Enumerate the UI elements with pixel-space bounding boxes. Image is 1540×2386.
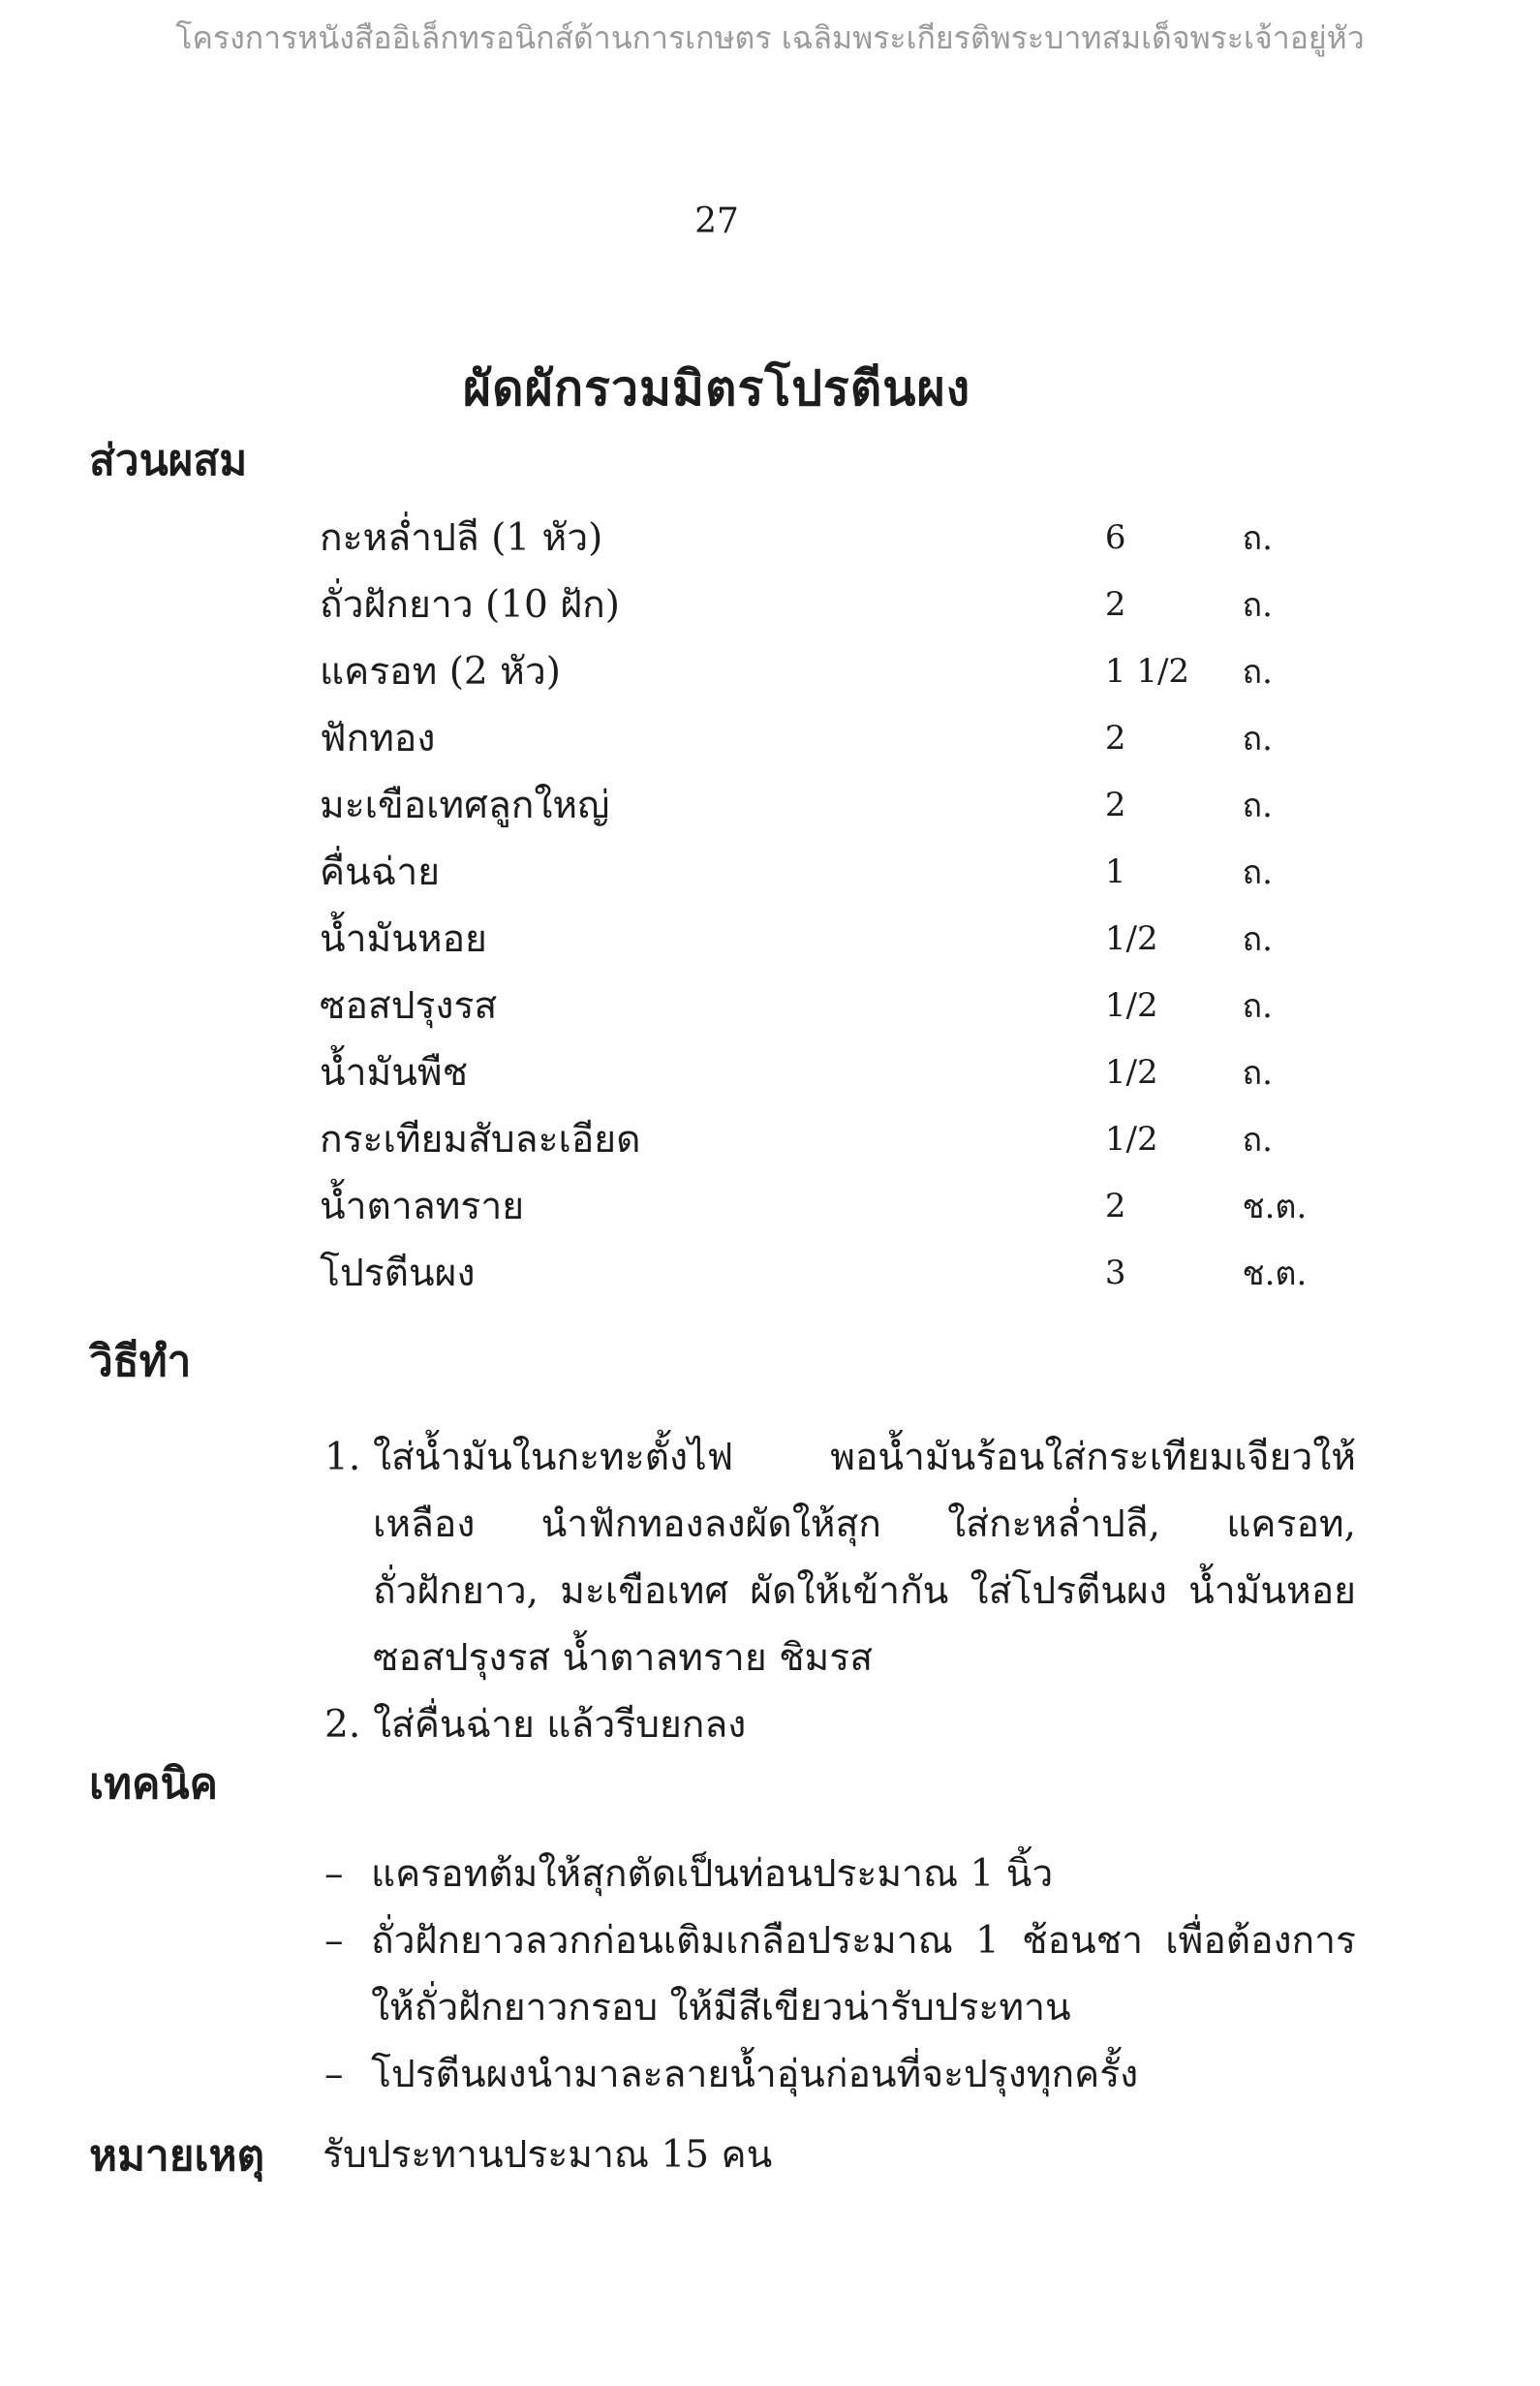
- technique-item: [324, 1907, 1356, 2041]
- technique-item: [324, 1841, 1356, 1907]
- ingredient-quantity: 2: [1104, 785, 1126, 824]
- ingredient-quantity: 3: [1104, 1253, 1126, 1292]
- note-text: รับประทานประมาณ 15 คน: [323, 2133, 773, 2177]
- ingredient-row: [320, 1239, 1346, 1306]
- ingredient-unit: ถ.: [1242, 919, 1273, 959]
- ingredient-quantity: 1/2: [1104, 1119, 1158, 1159]
- ingredient-name: น้ำมันพืช: [320, 1050, 469, 1095]
- page-header: โครงการหนังสืออิเล็กทรอนิกส์ด้านการเกษตร เฉลิมพระเกียรติพระบาทสมเด็จพระเจ้าอยู่หัว: [175, 19, 1365, 56]
- ingredient-unit: ถ.: [1242, 652, 1273, 692]
- recipe-title: ผัดผักรวมมิตรโปรตีนผง: [462, 359, 971, 417]
- ingredient-row: [320, 972, 1346, 1038]
- ingredient-unit: ถ.: [1242, 852, 1273, 892]
- dash-bullet: –: [324, 1919, 344, 1963]
- ingredient-quantity: 2: [1104, 584, 1126, 624]
- ingredient-unit: ถ.: [1242, 786, 1273, 825]
- ingredient-quantity: 1/2: [1104, 985, 1158, 1025]
- method-heading: วิธีทำ: [89, 1337, 192, 1386]
- technique-heading: เทคนิค: [89, 1759, 218, 1809]
- ingredients-table: [320, 504, 1346, 1306]
- step-text: ใส่น้ำมันในกะทะตั้งไฟ พอน้ำมันร้อนใส่กระเทียมเจียวให้เหลือง นำฟักทองลงผัดให้สุก ใส่กะหล่ำปลี, แครอท, ถั่วฝักยาว, มะเขือเทศ ผัดให้เข้ากัน ใส่โปรตีนผง น้ำมันหอย ซอสปรุงรส น้ำตาลทราย ชิมรส: [373, 1436, 1356, 1680]
- ingredient-quantity: 1: [1104, 852, 1126, 891]
- technique-text: ถั่วฝักยาวลวกก่อนเติมเกลือประมาณ 1 ช้อนชา เพื่อต้องการให้ถั่วฝักยาวกรอบ ให้มีสีเขียวน่ารับประทาน: [371, 1919, 1356, 2030]
- ingredient-row: [320, 571, 1346, 637]
- ingredient-quantity: 1 1/2: [1104, 651, 1190, 691]
- ingredient-quantity: 2: [1104, 1186, 1126, 1225]
- ingredient-unit: ถ.: [1242, 585, 1273, 625]
- ingredient-row: [320, 504, 1346, 571]
- dash-bullet: –: [324, 2053, 344, 2096]
- note-heading: หมายเหตุ: [89, 2131, 265, 2181]
- ingredient-unit: ถ.: [1242, 719, 1273, 759]
- ingredient-unit: ถ.: [1242, 1120, 1273, 1160]
- ingredient-name: แครอท (2 หัว): [320, 649, 561, 694]
- ingredient-row: [320, 1172, 1346, 1239]
- method-step: [324, 1424, 1356, 1691]
- ingredient-unit: ช.ต.: [1242, 1187, 1308, 1226]
- ingredient-name: โปรตีนผง: [320, 1251, 476, 1295]
- method-list: [324, 1424, 1356, 1758]
- page-number: 27: [694, 201, 739, 241]
- ingredient-row: [320, 704, 1346, 771]
- ingredient-name: ฟักทอง: [320, 716, 436, 760]
- ingredient-row: [320, 771, 1346, 838]
- ingredient-name: คื่นฉ่าย: [320, 850, 441, 894]
- ingredient-row: [320, 838, 1346, 905]
- step-number: 1.: [324, 1436, 361, 1479]
- ingredient-name: น้ำตาลทราย: [320, 1184, 525, 1228]
- ingredient-quantity: 2: [1104, 718, 1126, 758]
- dash-bullet: –: [324, 1852, 344, 1896]
- ingredient-name: มะเขือเทศลูกใหญ่: [320, 783, 610, 827]
- ingredient-unit: ถ.: [1242, 986, 1273, 1026]
- ingredient-row: [320, 1105, 1346, 1172]
- technique-item: [324, 2041, 1356, 2108]
- ingredient-row: [320, 905, 1346, 972]
- ingredients-heading: ส่วนผสม: [89, 436, 248, 485]
- ingredient-unit: ถ.: [1242, 1053, 1273, 1093]
- step-text: ใส่คื่นฉ่าย แล้วรีบยกลง: [373, 1703, 747, 1747]
- step-number: 2.: [324, 1703, 361, 1747]
- ingredient-row: [320, 1038, 1346, 1105]
- ingredient-name: กะหล่ำปลี (1 หัว): [320, 515, 603, 560]
- ingredient-name: กระเทียมสับละเอียด: [320, 1117, 641, 1162]
- ingredient-unit: ช.ต.: [1242, 1254, 1308, 1293]
- ingredient-name: น้ำมันหอย: [320, 916, 487, 961]
- ingredient-unit: ถ.: [1242, 518, 1273, 558]
- technique-text: โปรตีนผงนำมาละลายน้ำอุ่นก่อนที่จะปรุงทุกครั้ง: [371, 2053, 1139, 2096]
- ingredient-row: [320, 637, 1346, 704]
- ingredient-quantity: 6: [1104, 517, 1126, 557]
- technique-text: แครอทต้มให้สุกตัดเป็นท่อนประมาณ 1 นิ้ว: [371, 1852, 1054, 1896]
- technique-list: [324, 1841, 1356, 2108]
- ingredient-name: ถั่วฝักยาว (10 ฝัก): [320, 582, 620, 627]
- method-step: [324, 1691, 1356, 1758]
- ingredient-quantity: 1/2: [1104, 918, 1158, 958]
- ingredient-name: ซอสปรุงรส: [320, 983, 498, 1028]
- ingredient-quantity: 1/2: [1104, 1052, 1158, 1092]
